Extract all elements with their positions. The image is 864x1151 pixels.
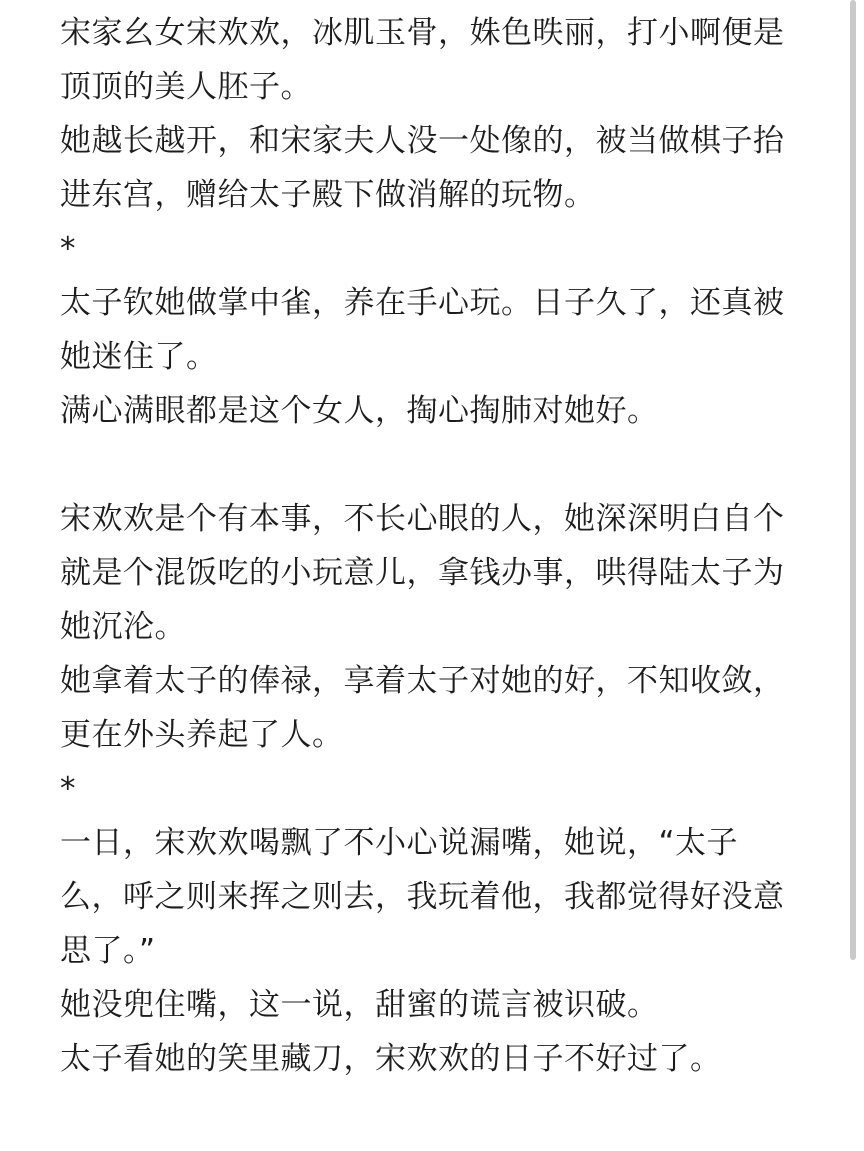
text-line: 宋家幺女宋欢欢，冰肌玉骨，姝色昳丽，打小啊便是	[60, 15, 785, 51]
blank-line	[60, 438, 820, 492]
text-line: 太子看她的笑里藏刀，宋欢欢的日子不好过了。	[60, 1041, 722, 1077]
separator-asterisk: *	[60, 771, 76, 807]
vertical-scrollbar[interactable]	[850, 0, 856, 960]
text-line: 她没兜住嘴，这一说，甜蜜的谎言被识破。	[60, 987, 659, 1023]
text-line: 她迷住了。	[60, 339, 218, 375]
text-line: 她越长越开，和宋家夫人没一处像的，被当做棋子抬	[60, 123, 785, 159]
text-line: 思了。”	[60, 933, 156, 969]
text-line: 进东宫，赠给太子殿下做消解的玩物。	[60, 177, 596, 213]
text-line: 太子钦她做掌中雀，养在手心玩。日子久了，还真被	[60, 285, 785, 321]
text-line: 满心满眼都是这个女人，掏心掏肺对她好。	[60, 393, 659, 429]
separator-asterisk: *	[60, 231, 76, 267]
story-text	[60, 6, 820, 1086]
text-line: 顶顶的美人胚子。	[60, 69, 312, 105]
text-line: 她拿着太子的俸禄，享着太子对她的好，不知收敛，	[60, 663, 785, 699]
text-line: 宋欢欢是个有本事，不长心眼的人，她深深明白自个	[60, 501, 785, 537]
text-line: 更在外头养起了人。	[60, 717, 344, 753]
text-line: 一日，宋欢欢喝飘了不小心说漏嘴，她说，“太子	[60, 825, 739, 861]
text-line: 就是个混饭吃的小玩意儿，拿钱办事，哄得陆太子为	[60, 555, 785, 591]
text-line: 她沉沦。	[60, 609, 186, 645]
text-line: 么，呼之则来挥之则去，我玩着他，我都觉得好没意	[60, 879, 785, 915]
